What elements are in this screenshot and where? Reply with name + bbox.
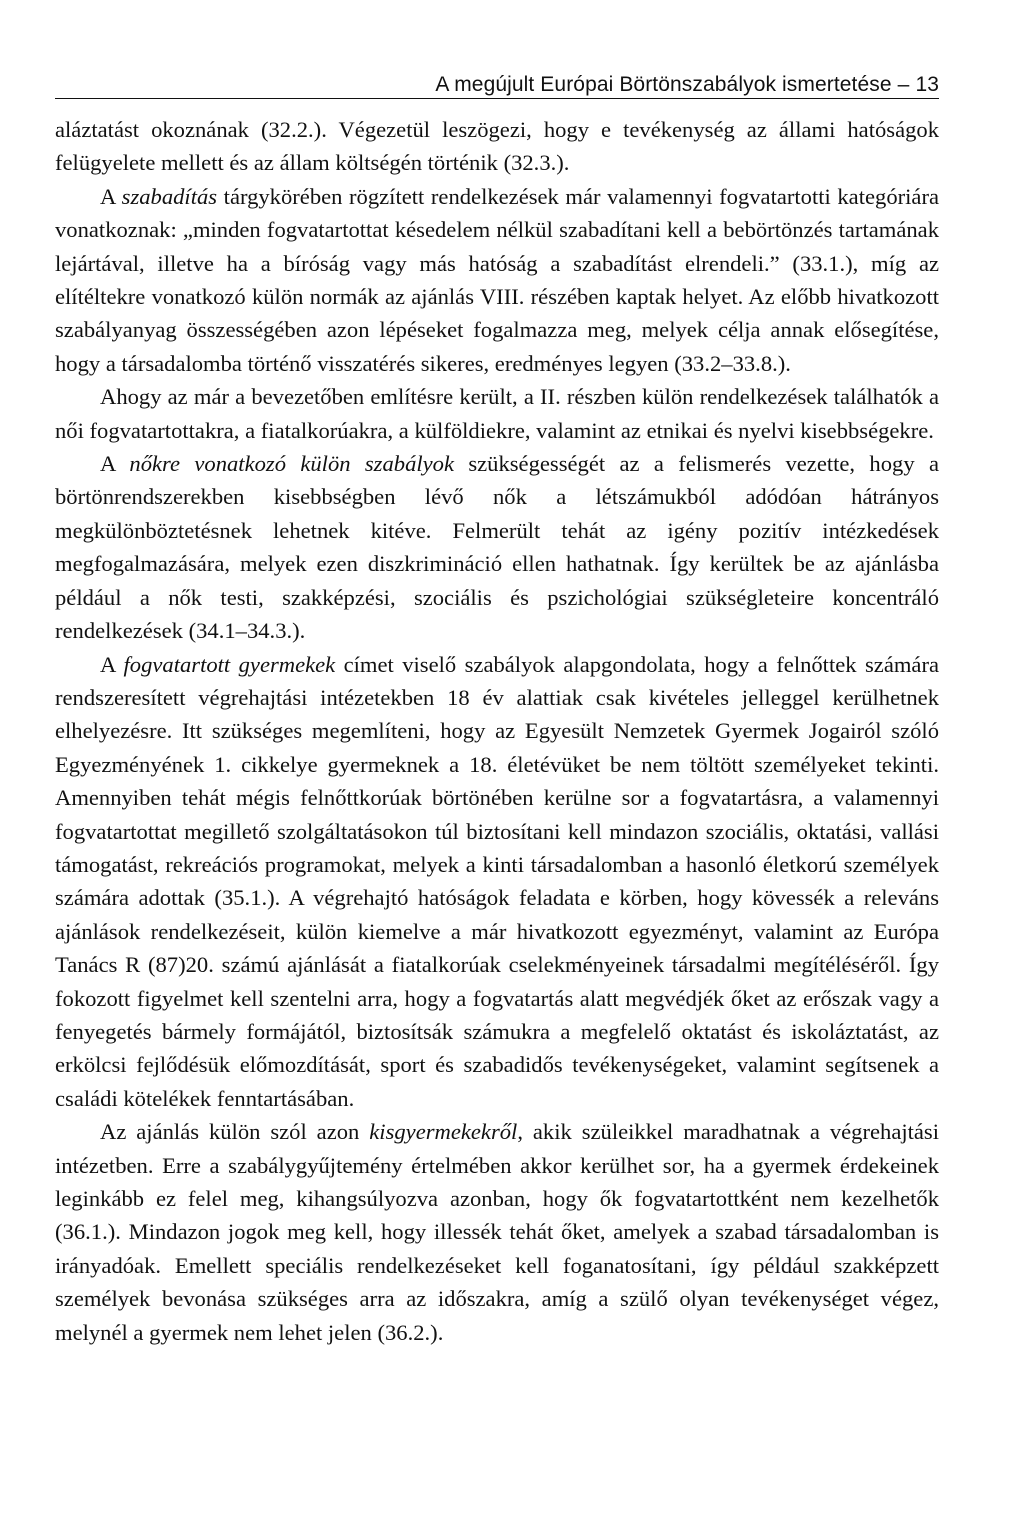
text-segment: szükségességét az a felismerés vezette, hogy a börtönrendszerekben kisebbségben lévő nők a létszámukból adódóan hátrányos megkülönböztetésnek lehetnek kitéve. Felmerült tehát az igény pozitív intézkedések megfogalmazására, melyek ezen diszkrimináció ellen hathatnak. Így kerültek be az ajánlásba például a nők testi, szakképzési, szociális és pszichológiai szükségleteire koncentráló rendelkezések (34.1–34.3.). xyxy=(55,451,939,644)
book-page xyxy=(55,70,939,1349)
italic-term: fogvatartott gyermekek xyxy=(123,651,336,677)
body-text xyxy=(55,113,939,1349)
page-number: 13 xyxy=(915,73,939,96)
paragraph-p2 xyxy=(55,380,939,447)
paragraph-p5 xyxy=(55,1115,939,1349)
header-title: A megújult Európai Börtönszabályok ismertetése xyxy=(435,73,892,96)
text-segment: címet viselő szabályok alapgondolata, hogy a felnőttek számára rendszeresített végrehajtási intézetekben 18 év alattiak csak kivételes jelleggel kerülhetnek elhelyezésre. Itt szükséges megemlíteni, hogy az Egyesült Nemzetek Gyermek Jogairól szóló Egyezményének 1. cikkelye gyermeknek a 18. életévüket be nem töltött személyeket tekinti. Amennyiben tehát mégis felnőttkorúak börtönében kerülne sor a fogvatartásra, a valamennyi fogvatartottat megillető szolgáltatásokon túl biztosítani kell mindazon szociális, oktatási, vallási támogatást, rekreációs programokat, melyek a kinti társadalomban a hasonló életkorú személyek számára adottak (35.1.). A végrehajtó hatóságok feladata e körben, hogy kövessék a releváns ajánlások rendelkezéseit, külön kiemelve a már hivatkozott egyezményt, valamint az Európa Tanács R (87)20. számú ajánlását a fiatalkorúak cselekményeinek társadalmi megítéléséről. Így fokozott figyelmet kell szentelni arra, hogy a fogvatartás alatt megvédjék őket az erőszak vagy a fenyegetés bármely formájától, biztosítsák számukra a megfelelő oktatást és iskoláztatást, az erkölcsi fejlődésük előmozdítását, sport és szabadidős tevékenységeket, valamint segítsenek a családi kötelékek fenntartásában. xyxy=(55,651,939,1111)
text-segment: , akik szüleikkel maradhatnak a végrehajtási intézetben. Erre a szabálygyűjtemény értelmében akkor kerülhet sor, ha a gyermek érdekeinek leginkább ez felel meg, kihangsúlyozva azonban, hogy ők fogvatartottként nem kezelhetők (36.1.). Mindazon jogok meg kell, hogy illessék tehát őket, amelyek a szabad társadalomban is irányadóak. Emellett speciális rendelkezéseket kell foganatosítani, így például szakképzett személyek bevonása szükséges arra az időszakra, amíg a szülő olyan tevékenységet végez, melynél a gyermek nem lehet jelen (36.2.). xyxy=(55,1119,939,1345)
running-header-text xyxy=(435,73,939,97)
header-separator: – xyxy=(897,73,910,96)
italic-term: szabadítás xyxy=(121,183,218,209)
text-segment: A xyxy=(100,183,122,209)
italic-term: kisgyermekekről xyxy=(369,1119,518,1145)
paragraph-p1 xyxy=(55,180,939,380)
paragraph-p4 xyxy=(55,648,939,1116)
text-segment: A xyxy=(100,651,124,677)
text-segment: tárgykörében rögzített rendelkezések már valamennyi fogvatartotti kategóriára vonatkoznak: „minden fogvatartottat késedelem nélkül szabadítani kell a bebörtönzés tartamának lejártával, illetve ha a bíróság vagy más hatóság a szabadítást elrendeli.” (33.1.), míg az elítéltekre vonatkozó külön normák az ajánlás VIII. részében kaptak helyet. Az előbb hivatkozott szabályanyag összességében azon lépéseket fogalmazza meg, melyek célja annak elősegítése, hogy a társadalomba történő visszatérés sikeres, eredményes legyen (33.2–33.8.). xyxy=(55,183,939,376)
text-segment: Az ajánlás külön szól azon xyxy=(100,1119,370,1145)
running-header xyxy=(55,70,939,99)
paragraph-p0 xyxy=(55,113,939,180)
italic-term: nőkre vonatkozó külön szabályok xyxy=(129,451,454,477)
paragraph-p3 xyxy=(55,447,939,647)
text-segment: Ahogy az már a bevezetőben említésre került, a II. részben külön rendelkezések találhatók a női fogvatartottakra, a fiatalkorúakra, a külföldiekre, valamint az etnikai és nyelvi kisebbségekre. xyxy=(55,384,939,443)
text-segment: aláztatást okoznának (32.2.). Végezetül leszögezi, hogy e tevékenység az állami hatóságok felügyelete mellett és az állam költségén történik (32.3.). xyxy=(55,117,939,176)
text-segment: A xyxy=(100,451,130,477)
